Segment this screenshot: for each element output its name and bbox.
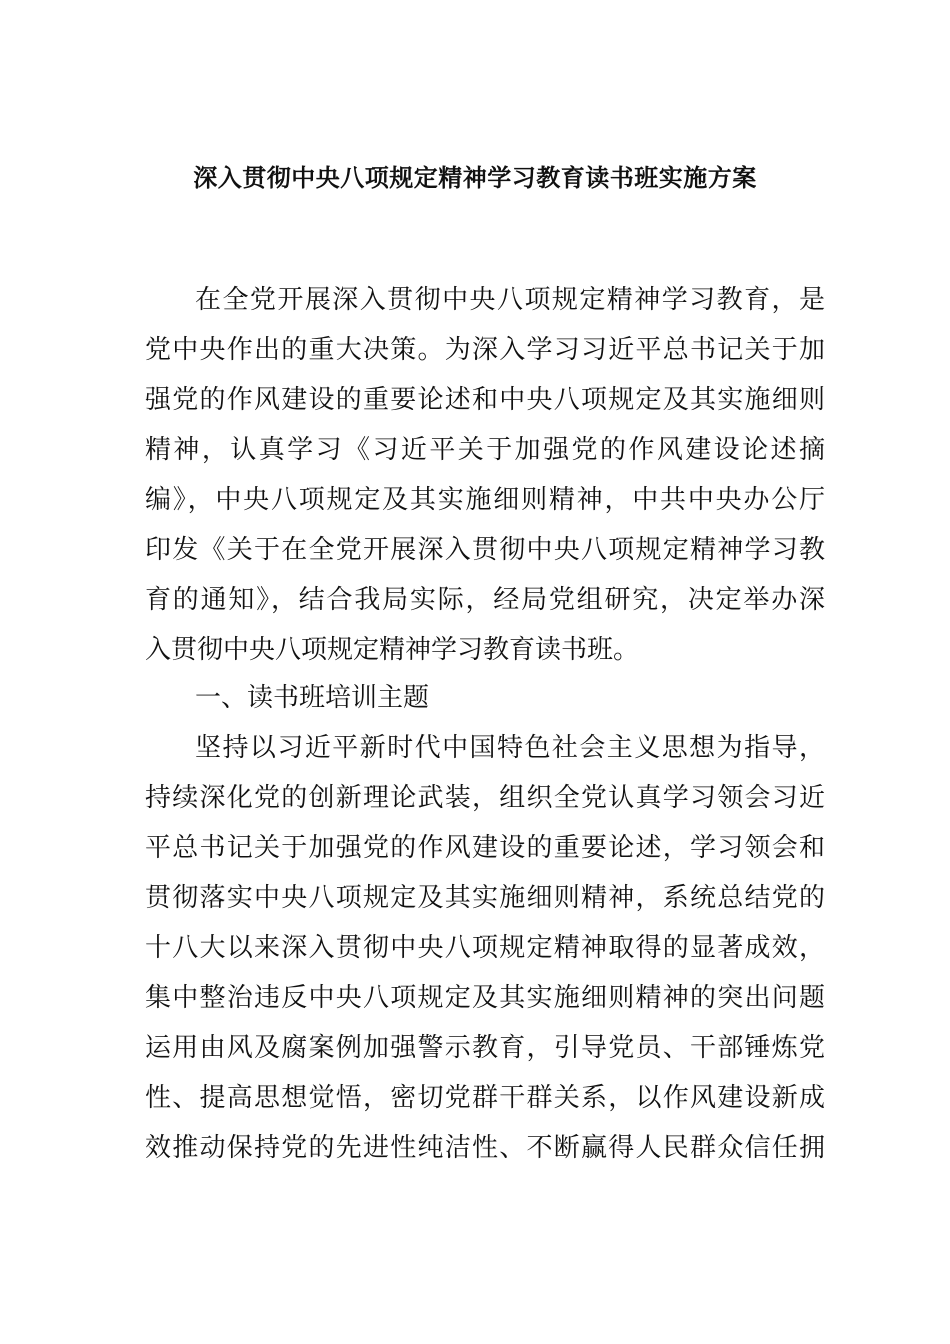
section-1-line-8: 性、提高思想觉悟，密切党群干群关系，以作风建设新成 xyxy=(145,1083,825,1113)
section-1-line-7: 运用由风及腐案例加强警示教育，引导党员、干部锤炼党 xyxy=(145,1033,825,1063)
section-1-heading: 一、读书班培训主题 xyxy=(195,683,430,713)
intro-line-5: 编》，中央八项规定及其实施细则精神，中共中央办公厅 xyxy=(145,485,825,515)
section-1-line-4: 贯彻落实中央八项规定及其实施细则精神，系统总结党的 xyxy=(145,883,825,913)
section-1-line-9: 效推动保持党的先进性纯洁性、不断赢得人民群众信任拥 xyxy=(145,1133,825,1163)
document-title: 深入贯彻中央八项规定精神学习教育读书班实施方案 xyxy=(193,164,757,192)
intro-line-1: 在全党开展深入贯彻中央八项规定精神学习教育，是 xyxy=(195,285,825,315)
section-1-line-6: 集中整治违反中央八项规定及其实施细则精神的突出问题 xyxy=(145,983,825,1013)
intro-line-3: 强党的作风建设的重要论述和中央八项规定及其实施细则 xyxy=(145,385,825,415)
intro-line-6: 印发《关于在全党开展深入贯彻中央八项规定精神学习教 xyxy=(145,535,825,565)
section-1-line-3: 平总书记关于加强党的作风建设的重要论述，学习领会和 xyxy=(145,833,825,863)
section-1-line-5: 十八大以来深入贯彻中央八项规定精神取得的显著成效， xyxy=(145,933,825,963)
intro-line-8: 入贯彻中央八项规定精神学习教育读书班。 xyxy=(145,635,640,665)
intro-line-7: 育的通知》，结合我局实际，经局党组研究，决定举办深 xyxy=(145,585,825,615)
section-1-line-2: 持续深化党的创新理论武装，组织全党认真学习领会习近 xyxy=(145,783,825,813)
intro-line-2: 党中央作出的重大决策。为深入学习习近平总书记关于加 xyxy=(145,335,825,365)
intro-line-4: 精神，认真学习《习近平关于加强党的作风建设论述摘 xyxy=(145,435,825,465)
section-1-line-1: 坚持以习近平新时代中国特色社会主义思想为指导， xyxy=(195,733,825,763)
